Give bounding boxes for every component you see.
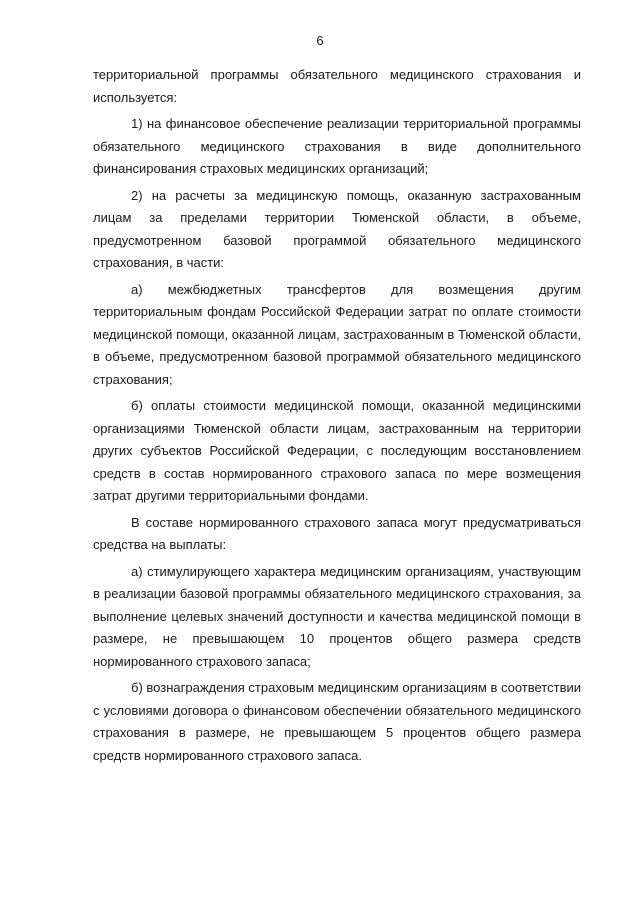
page-number: 6 — [316, 33, 324, 48]
paragraph-item-1: 1) на финансовое обеспечение реализации территориальной программы обязательного медицинского страхования в виде дополнительного финансирования страховых медицинских организаций; — [93, 116, 581, 176]
document-body — [93, 64, 581, 771]
paragraph-subitem-a: а) межбюджетных трансфертов для возмещения другим территориальным фондам Российской Федерации затрат по оплате стоимости медицинской помощи, оказанной лицам, застрахованным в Тюменской области, в объеме, предусмотренном базовой программой обязательного медицинского страхования; — [93, 281, 581, 387]
paragraph-subitem-b: б) вознаграждения страховым медицинским организациям в соответствии с условиями договора о финансовом обеспечении обязательного медицинского страхования в размере, не превышающем 5 процентов общего размера средств нормированного страхового запаса. — [93, 680, 581, 763]
paragraph-item-2: 2) на расчеты за медицинскую помощь, оказанную застрахованным лицам за пределами территории Тюменской области, в объеме, предусмотренном базовой программой обязательного медицинского страхования, в части: — [93, 187, 581, 270]
paragraph: В составе нормированного страхового запаса могут предусматриваться средства на выплаты: — [93, 514, 581, 552]
paragraph-subitem-a: а) стимулирующего характера медицинским организациям, участвующим в реализации базовой программы обязательного медицинского страхования, за выполнение целевых значений доступности и качества медицинской помощи в размере, не превышающем 10 процентов общего размера средств нормированного страхового запаса; — [93, 563, 581, 669]
paragraph-subitem-b: б) оплаты стоимости медицинской помощи, оказанной медицинскими организациями Тюменской области лицам, застрахованным на территории других субъектов Российской Федерации, с последующим восстановлением средств в состав нормированного страхового запаса по мере возмещения затрат другими территориальными фондами. — [93, 398, 581, 503]
paragraph: территориальной программы обязательного медицинского страхования и используется: — [93, 67, 581, 105]
